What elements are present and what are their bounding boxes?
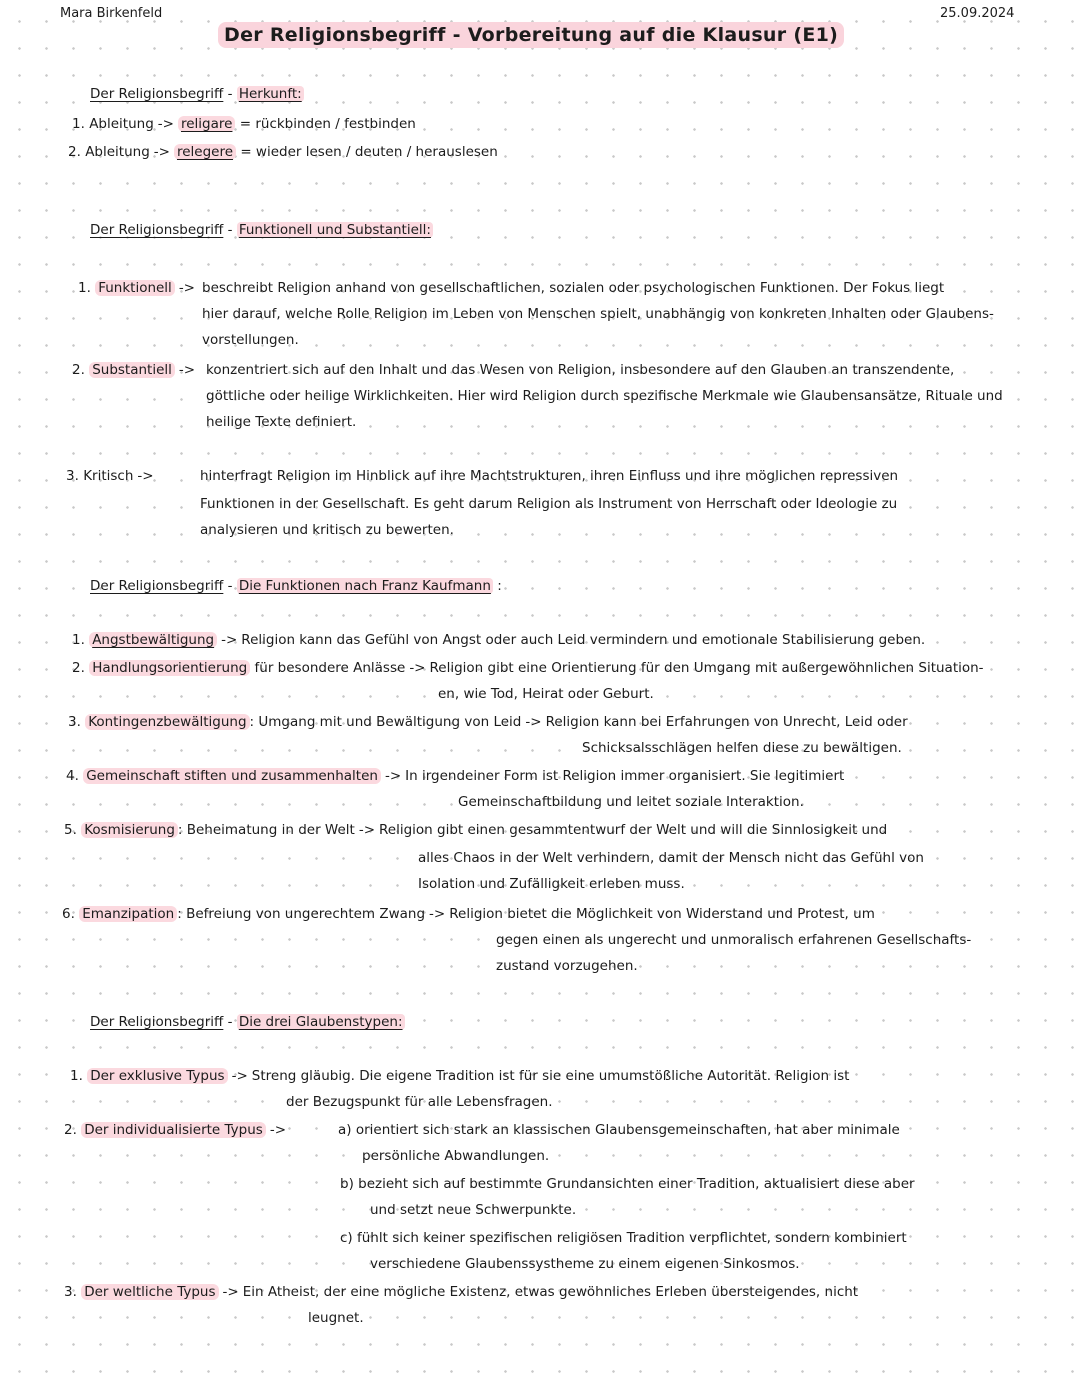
list-item: 3. Der weltliche Typus -> Ein Atheist, der eine mögliche Existenz, etwas gewöhnliches Erleben übersteigendes, nicht	[64, 1284, 859, 1300]
list-item-text: beschreibt Religion anhand von gesellschaftlichen, sozialen oder psychologischen Funktionen. Der Fokus liegt	[202, 280, 945, 296]
list-item-text: konzentriert sich auf den Inhalt und das Wesen von Religion, insbesondere auf den Glauben an transzendente,	[206, 362, 955, 378]
author-name: Mara Birkenfeld	[60, 6, 163, 21]
list-item: 1. Der exklusive Typus -> Streng gläubig. Die eigene Tradition ist für sie eine umumstößliche Autorität. Religion ist	[70, 1068, 850, 1084]
list-item-text: hinterfragt Religion im Hinblick auf ihre Machtstrukturen, ihren Einfluss und ihre möglichen repressiven	[200, 468, 899, 484]
list-item-text: a) orientiert sich stark an klassischen Glaubensgemeinschaften, hat aber minimale	[338, 1122, 900, 1138]
page-title: Der Religionsbegriff - Vorbereitung auf die Klausur (E1)	[218, 24, 844, 46]
list-item-text: Funktionen in der Gesellschaft. Es geht darum Religion als Instrument von Herrschaft oder Ideologie zu	[200, 496, 898, 512]
list-item-text: Schicksalsschlägen helfen diese zu bewältigen.	[582, 740, 902, 756]
list-item-text: und setzt neue Schwerpunkte.	[370, 1202, 577, 1218]
list-item-text: c) fühlt sich keiner spezifischen religiösen Tradition verpflichtet, sondern kombiniert	[340, 1230, 907, 1246]
list-item-text: analysieren und kritisch zu bewerten.	[200, 522, 454, 538]
list-item-text: heilige Texte definiert.	[206, 414, 357, 430]
list-item-text: leugnet.	[308, 1310, 364, 1326]
list-item: 2. Ableitung -> relegere = wieder lesen / deuten / herauslesen	[68, 144, 498, 160]
list-item-text: Gemeinschaftbildung und leitet soziale Interaktion.	[458, 794, 804, 810]
list-item: 1. Angstbewältigung -> Religion kann das Gefühl von Angst oder auch Leid vermindern und emotionale Stabilisierung geben.	[72, 632, 926, 648]
section-heading-glaubenstypen: Der Religionsbegriff - Die drei Glaubenstypen:	[90, 1014, 403, 1030]
list-item-text: hier darauf, welche Rolle Religion im Leben von Menschen spielt, unabhängig von konkreten Inhalten oder Glaubens-	[202, 306, 994, 322]
list-item: 6. Emanzipation : Befreiung von ungerechtem Zwang -> Religion bietet die Möglichkeit von Widerstand und Protest, um	[62, 906, 875, 922]
section-heading-funktionell: Der Religionsbegriff - Funktionell und Substantiell:	[90, 222, 431, 238]
section-heading-kaufmann: Der Religionsbegriff - Die Funktionen nach Franz Kaufmann :	[90, 578, 502, 594]
list-item: 1. Ableitung -> religare = rückbinden / festbinden	[72, 116, 416, 132]
list-item: 3. Kontingenzbewältigung : Umgang mit und Bewältigung von Leid -> Religion kann bei Erfahrungen von Unrecht, Leid oder	[68, 714, 908, 730]
list-item: 4. Gemeinschaft stiften und zusammenhalten -> In irgendeiner Form ist Religion immer organisiert. Sie legitimiert	[66, 768, 845, 784]
list-item-text: persönliche Abwandlungen.	[362, 1148, 550, 1164]
list-item-text: der Bezugspunkt für alle Lebensfragen.	[286, 1094, 553, 1110]
list-item-text: b) bezieht sich auf bestimmte Grundansichten einer Tradition, aktualisiert diese aber	[340, 1176, 915, 1192]
list-item-text: göttliche oder heilige Wirklichkeiten. Hier wird Religion durch spezifische Merkmale wie Glaubensansätze, Rituale und	[206, 388, 1003, 404]
list-item-label: 3. Kritisch ->	[66, 468, 154, 484]
list-item-text: zustand vorzugehen.	[496, 958, 638, 974]
list-item-label: 2. Der individualisierte Typus ->	[64, 1122, 287, 1138]
list-item: 2. Handlungsorientierung für besondere Anlässe -> Religion gibt eine Orientierung für den Umgang mit außergewöhnlichen Situation-	[72, 660, 984, 676]
date: 25.09.2024	[940, 6, 1015, 21]
list-item-text: verschiedene Glaubenssystheme zu einem eigenen Sinkosmos.	[370, 1256, 800, 1272]
section-heading-herkunft: Der Religionsbegriff - Herkunft:	[90, 86, 302, 102]
list-item-text: alles Chaos in der Welt verhindern, damit der Mensch nicht das Gefühl von	[418, 850, 924, 866]
list-item-text: gegen einen als ungerecht und unmoralisch erfahrenen Gesellschafts-	[496, 932, 972, 948]
list-item-text: Isolation und Zufälligkeit erleben muss.	[418, 876, 685, 892]
list-item-text: vorstellungen.	[202, 332, 299, 348]
list-item-text: en, wie Tod, Heirat oder Geburt.	[438, 686, 654, 702]
list-item-label: 2. Substantiell ->	[72, 362, 196, 378]
list-item: 5. Kosmisierung : Beheimatung in der Welt -> Religion gibt einen gesammtentwurf der Welt und will die Sinnlosigkeit und	[64, 822, 888, 838]
list-item-label: 1. Funktionell ->	[78, 280, 195, 296]
